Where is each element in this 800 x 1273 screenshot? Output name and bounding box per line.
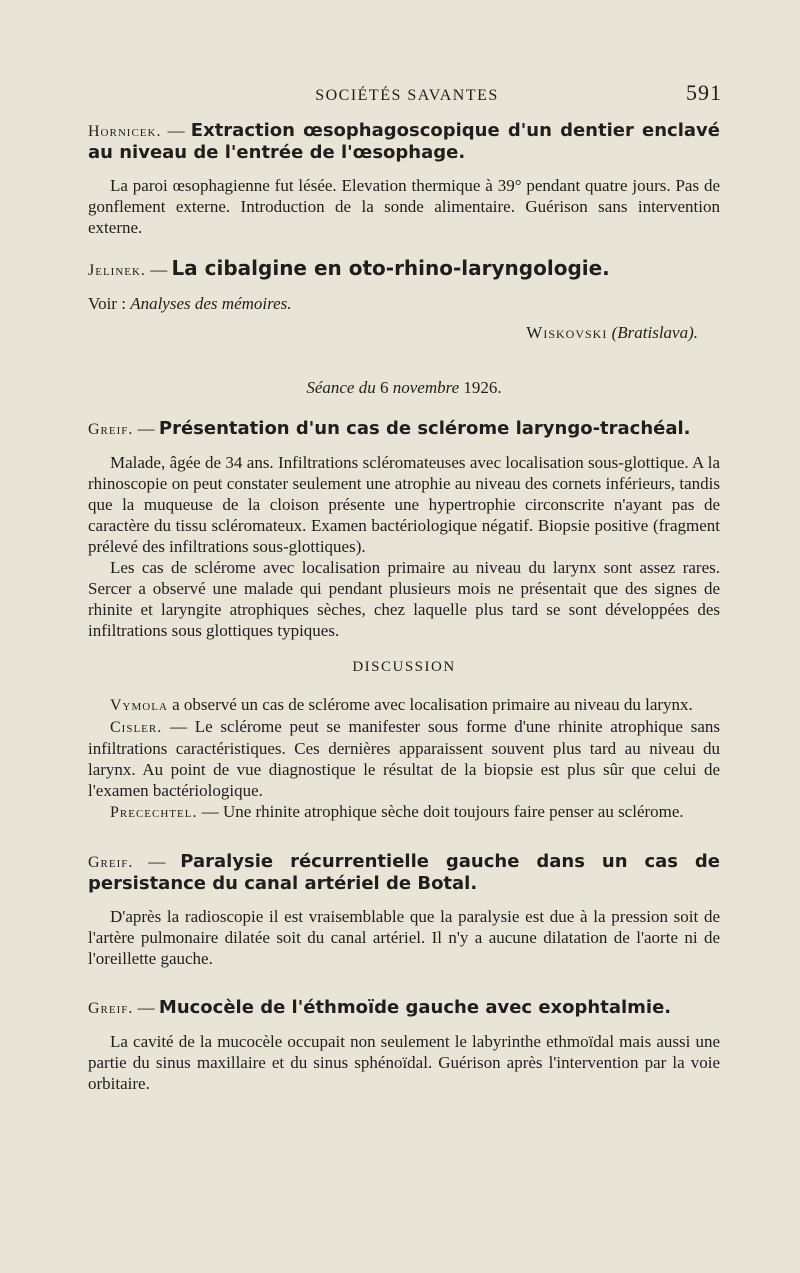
report-heading <box>88 418 720 440</box>
session-month: novembre <box>392 378 460 397</box>
see-also-reference: Analyses des mémoires. <box>130 294 292 313</box>
session-day: 6 <box>379 378 389 397</box>
heading-dash: — <box>161 121 191 140</box>
entry-separator: — <box>197 802 223 821</box>
discussion-entry <box>88 694 720 716</box>
running-title: SOCIÉTÉS SAVANTES <box>315 87 499 104</box>
page-number: 591 <box>686 80 722 105</box>
report-heading <box>88 120 720 163</box>
author-name: Greif. <box>88 854 134 871</box>
report-body: La paroi œsophagienne fut lésée. Elevation thermique à 39° pendant quatre jours. Pas de gonflement externe. Introduction de la sonde alimentaire. Guérison sans intervention externe. <box>88 176 720 237</box>
report-heading <box>88 258 720 281</box>
discussant-name: Vymola <box>110 697 168 714</box>
section-signature <box>88 322 720 343</box>
heading-dash: — <box>133 419 159 438</box>
session-date <box>88 377 720 398</box>
author-name: Greif. <box>88 1000 134 1017</box>
heading-dash: — <box>133 998 159 1017</box>
discussion-text: Une rhinite atrophique sèche doit toujours faire penser au sclérome. <box>222 802 684 821</box>
report-heading <box>88 851 720 894</box>
author-name: Hornicek. <box>88 123 162 140</box>
discussant-name: Precechtel. <box>110 804 198 821</box>
see-also-prefix: Voir : <box>88 294 131 313</box>
entry-separator: — <box>162 717 195 736</box>
discussion-entry <box>88 801 720 823</box>
report-greif-mucocele <box>88 997 720 1094</box>
author-name: Jelinek. <box>88 262 146 279</box>
session-label: Séance du <box>306 378 376 397</box>
report-body: La cavité de la mucocèle occupait non seulement le labyrinthe ethmoïdal mais aussi une partie du sinus maxillaire et du sinus sphénoïdal. Guérison après l'intervention par la voie orbitaire. <box>88 1032 720 1093</box>
report-heading <box>88 997 720 1019</box>
see-also-note <box>88 293 720 314</box>
report-title: Présentation d'un cas de sclérome laryngo-trachéal. <box>158 418 691 439</box>
session-year: 1926. <box>463 378 502 397</box>
discussion-text: a observé un cas de sclérome avec localisation primaire au niveau du larynx. <box>172 695 693 714</box>
heading-dash: — <box>145 260 172 279</box>
page-header <box>108 80 722 106</box>
report-hornicek <box>88 120 720 238</box>
discussion-heading: DISCUSSION <box>352 659 456 675</box>
report-title: La cibalgine en oto-rhino-laryngologie. <box>171 256 610 280</box>
report-greif-paralysie <box>88 851 720 969</box>
author-name: Greif. <box>88 421 134 438</box>
discussion-text: Le sclérome peut se manifester sous forme d'une rhinite atrophique sans infiltrations caractéristiques. Ces dernières apparaissent souvent plus tard au niveau du larynx. Au point de vue diagnostique le résultat de la biopsie est plus sûr que celui de l'examen bactériologique. <box>88 717 721 800</box>
discussant-name: Cisler. <box>110 719 163 736</box>
discussion-entry <box>88 716 720 801</box>
report-body: Les cas de sclérome avec localisation primaire au niveau du larynx sont assez rares. Sercer a observé une malade qui pendant plusieurs mois ne présentait que des signes de rhinite et laryngite atrophiques sèches, chez laquelle plus tard se sont développées des infiltrations sous glottiques typiques. <box>88 558 720 640</box>
report-greif-sclerome <box>88 418 720 641</box>
signature-name: Wiskovski <box>526 323 608 342</box>
report-title: Paralysie récurrentielle gauche dans un cas de persistance du canal artériel de Botal. <box>88 851 721 894</box>
report-jelinek <box>88 258 720 343</box>
report-body: Malade, âgée de 34 ans. Infiltrations scléromateuses avec localisation sous-glottique. A la rhinoscopie on peut constater seulement une atrophie au niveau des cornets inférieurs, tandis que la muqueuse de la cloison présente une hypertrophie circonscrite n'ayant pas de caractère du tissu scléromateux. Examen bactériologique négatif. Biopsie positive (fragment prélevé des infiltrations sous-glottiques). <box>88 453 720 556</box>
page-content <box>88 120 720 1094</box>
signature-place: (Bratislava). <box>611 323 698 342</box>
report-body: D'après la radioscopie il est vraisemblable que la paralysie est due à la pression soit de l'artère pulmonaire dilatée soit du canal artériel. Il n'y a aucune dilatation de l'aorte ni de l'oreillette gauche. <box>88 907 720 968</box>
discussion-list <box>88 694 720 823</box>
report-title: Extraction œsophagoscopique d'un dentier enclavé au niveau de l'entrée de l'œsophage. <box>88 120 720 163</box>
report-title: Mucocèle de l'éthmoïde gauche avec exophtalmie. <box>158 997 672 1018</box>
heading-dash: — <box>133 852 181 871</box>
